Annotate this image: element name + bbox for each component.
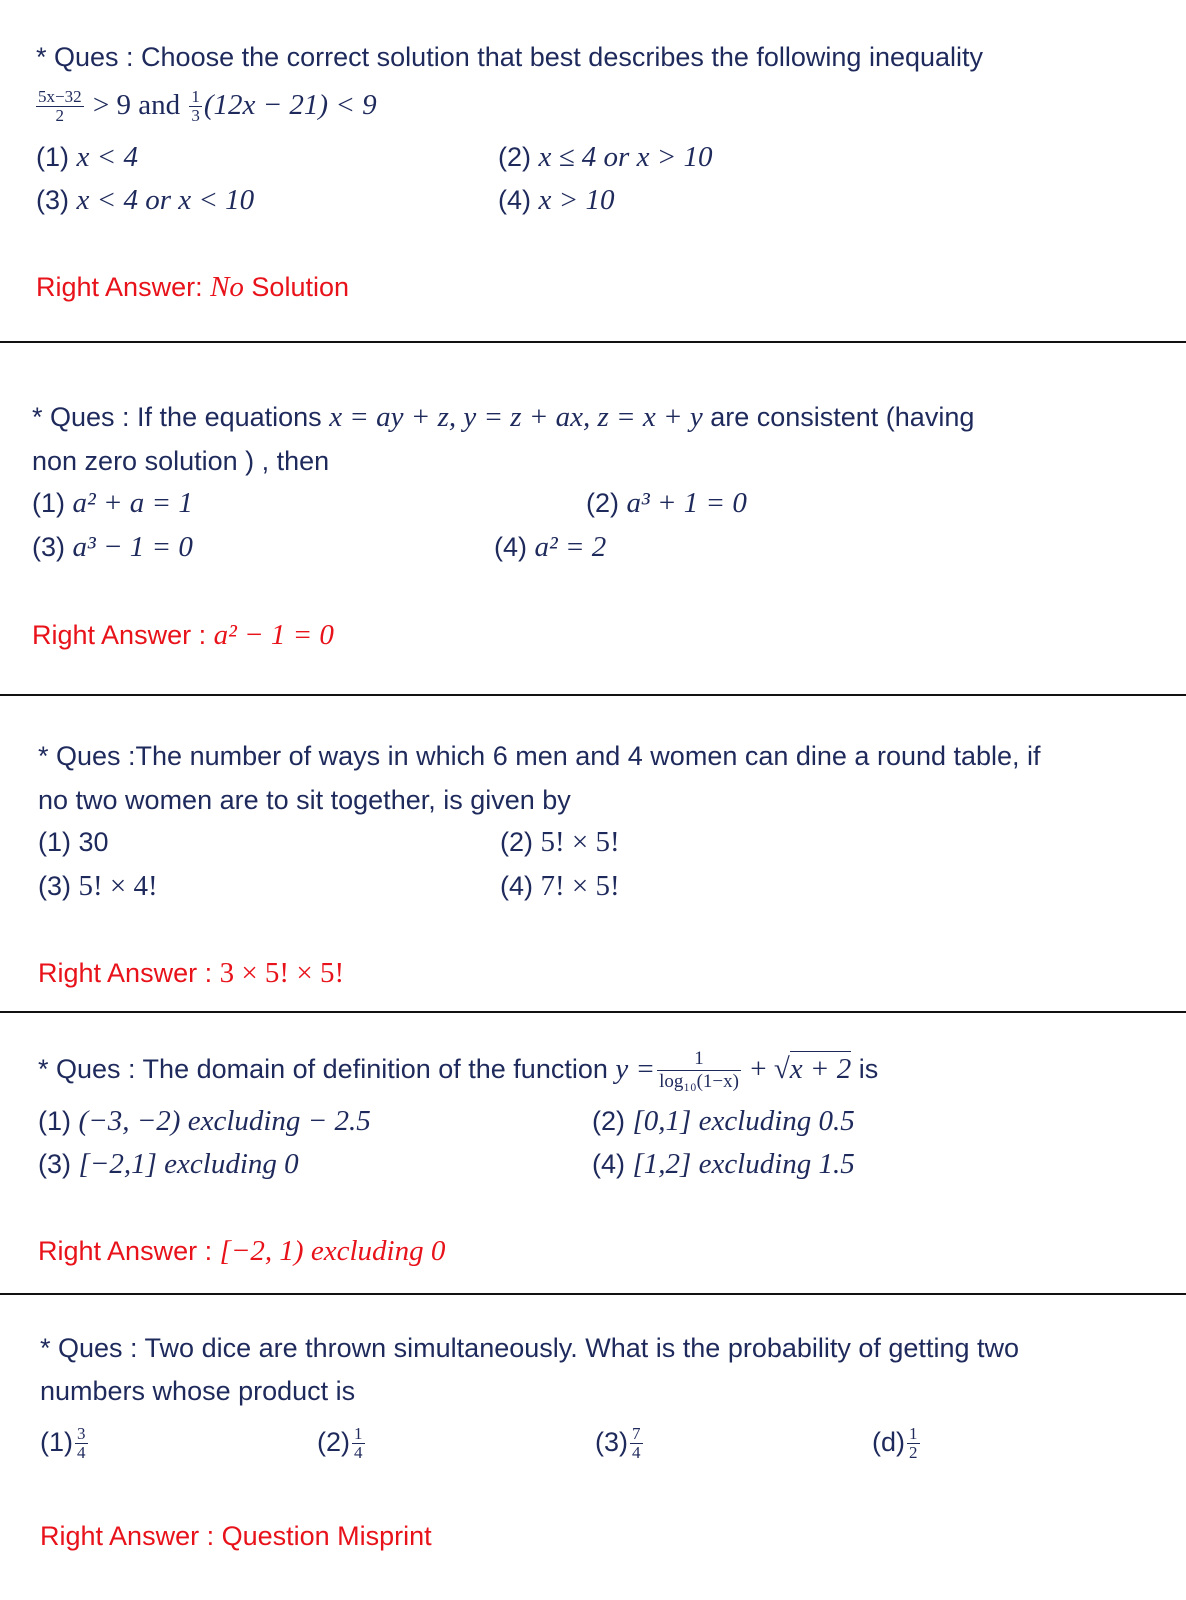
option-1: (1) $\frac{3}{4}$	[40, 1424, 86, 1463]
square-root: x + 2	[789, 1053, 852, 1085]
option-3: (3) [−2,1] excluding 0	[38, 1148, 299, 1180]
divider	[0, 341, 1186, 343]
option-4: (d) $\frac{1}{2}$	[872, 1424, 918, 1463]
question-2-title: * Ques : If the equations x = ay + z, y = z + ax, z = x + y are consistent (having	[32, 401, 975, 433]
option-4: (4) a² = 2	[494, 531, 607, 563]
option-1: (1) x < 4	[36, 141, 138, 173]
option-1: (1) (−3, −2) excluding − 2.5	[38, 1105, 371, 1137]
question-5-line2: numbers whose product is	[40, 1376, 356, 1406]
option-2: (2) $\frac{1}{4}$	[317, 1424, 363, 1463]
question-1-title: * Ques : Choose the correct solution that best describes the following inequality	[36, 42, 984, 72]
question-4-title: * Ques : The domain of definition of the function y = $\frac{1}{\text{log₁₀(1−x)}}$ + √x + 2 is	[38, 1048, 879, 1093]
option-2: (2) [0,1] excluding 0.5	[592, 1105, 855, 1137]
fraction: $\frac{1}{2}$	[909, 1424, 918, 1463]
option-2: (2) 5! × 5!	[500, 826, 620, 858]
divider	[0, 694, 1186, 696]
question-1-inequality: $\frac{5x-32}{2}$ > 9 and $\frac{1}{3}$ (12x − 21) < 9	[38, 87, 377, 126]
right-answer: Right Answer: No Solution	[36, 271, 349, 303]
fraction: $\frac{7}{4}$	[632, 1424, 641, 1463]
option-3: (3) $\frac{7}{4}$	[595, 1424, 641, 1463]
option-1: (1) a² + a = 1	[32, 487, 193, 519]
divider	[0, 1011, 1186, 1013]
fraction: $\frac{3}{4}$	[77, 1424, 86, 1463]
option-4: (4) x > 10	[498, 184, 615, 216]
right-answer: Right Answer : Question Misprint	[40, 1521, 432, 1551]
option-4: (4) 7! × 5!	[500, 870, 620, 902]
question-2-line2: non zero solution ) , then	[32, 446, 330, 476]
option-3: (3) 5! × 4!	[38, 870, 158, 902]
right-answer: Right Answer : [−2, 1) excluding 0	[38, 1235, 446, 1267]
right-answer: Right Answer : 3 × 5! × 5!	[38, 957, 345, 989]
fraction: $\frac{1}{\text{log₁₀(1−x)}}$	[659, 1048, 739, 1093]
question-3-title: * Ques :The number of ways in which 6 men and 4 women can dine a round table, if	[38, 741, 1041, 771]
question-5-title: * Ques : Two dice are thrown simultaneously. What is the probability of getting two	[40, 1333, 1019, 1363]
option-2: (2) a³ + 1 = 0	[586, 487, 747, 519]
fraction: $\frac{5x-32}{2}$	[38, 87, 82, 126]
option-1: (1) 30	[38, 827, 109, 857]
option-2: (2) x ≤ 4 or x > 10	[498, 141, 713, 173]
option-3: (3) x < 4 or x < 10	[36, 184, 255, 216]
option-3: (3) a³ − 1 = 0	[32, 531, 193, 563]
option-4: (4) [1,2] excluding 1.5	[592, 1148, 855, 1180]
fraction: $\frac{1}{3}$	[191, 87, 200, 126]
right-answer: Right Answer : a² − 1 = 0	[32, 619, 334, 651]
question-3-line2: no two women are to sit together, is given by	[38, 785, 571, 815]
fraction: $\frac{1}{4}$	[354, 1424, 363, 1463]
divider	[0, 1293, 1186, 1295]
